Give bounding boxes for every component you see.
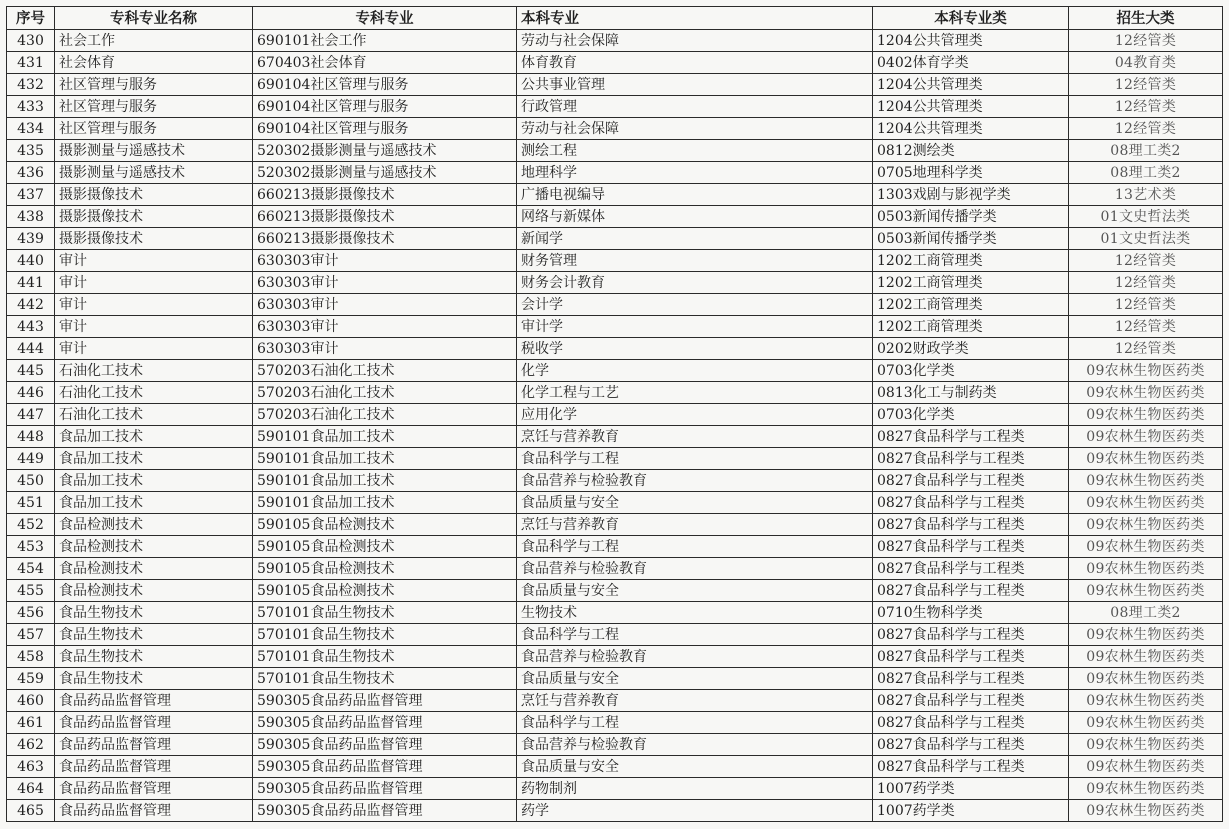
table-row: [7, 250, 1223, 272]
associate-major-name-cell: 社区管理与服务: [55, 96, 253, 118]
admission-category-cell: 12经管类: [1069, 74, 1223, 96]
table-row: [7, 624, 1223, 646]
bachelor-major-cell: 财务会计教育: [517, 272, 873, 294]
admission-category-cell: 04教育类: [1069, 52, 1223, 74]
admission-category-cell: 12经管类: [1069, 96, 1223, 118]
serial-number-cell: 453: [7, 536, 55, 558]
associate-major-cell: 630303审计: [253, 250, 517, 272]
associate-major-cell: 570101食品生物技术: [253, 602, 517, 624]
associate-major-name-cell: 社会工作: [55, 30, 253, 52]
associate-major-cell: 590101食品加工技术: [253, 470, 517, 492]
serial-number-cell: 447: [7, 404, 55, 426]
associate-major-name-cell: 食品生物技术: [55, 646, 253, 668]
associate-major-cell: 590305食品药品监督管理: [253, 690, 517, 712]
associate-major-name-cell: 社区管理与服务: [55, 74, 253, 96]
admission-category-cell: 12经管类: [1069, 294, 1223, 316]
serial-number-cell: 442: [7, 294, 55, 316]
bachelor-major-category-cell: 0827食品科学与工程类: [873, 448, 1069, 470]
serial-number-cell: 449: [7, 448, 55, 470]
bachelor-major-category-cell: 0827食品科学与工程类: [873, 734, 1069, 756]
table-row: [7, 316, 1223, 338]
bachelor-major-cell: 体育教育: [517, 52, 873, 74]
table-row: [7, 184, 1223, 206]
admission-category-cell: 09农林生物医药类: [1069, 690, 1223, 712]
associate-major-name-cell: 食品药品监督管理: [55, 756, 253, 778]
bachelor-major-cell: 食品营养与检验教育: [517, 558, 873, 580]
bachelor-major-category-cell: 0827食品科学与工程类: [873, 624, 1069, 646]
serial-number-cell: 434: [7, 118, 55, 140]
admission-category-cell: 09农林生物医药类: [1069, 734, 1223, 756]
serial-number-cell: 460: [7, 690, 55, 712]
bachelor-major-category-cell: 0827食品科学与工程类: [873, 492, 1069, 514]
associate-major-name-cell: 社会体育: [55, 52, 253, 74]
bachelor-major-category-cell: 0827食品科学与工程类: [873, 690, 1069, 712]
bachelor-major-category-cell: 1202工商管理类: [873, 294, 1069, 316]
serial-number-cell: 454: [7, 558, 55, 580]
admission-category-cell: 12经管类: [1069, 272, 1223, 294]
table-row: [7, 338, 1223, 360]
associate-major-cell: 660213摄影摄像技术: [253, 184, 517, 206]
table-row: [7, 206, 1223, 228]
associate-major-name-cell: 食品药品监督管理: [55, 800, 253, 822]
associate-major-cell: 690101社会工作: [253, 30, 517, 52]
bachelor-major-category-cell: 1007药学类: [873, 800, 1069, 822]
bachelor-major-category-cell: 0827食品科学与工程类: [873, 536, 1069, 558]
admission-category-cell: 12经管类: [1069, 250, 1223, 272]
bachelor-major-category-cell: 0503新闻传播学类: [873, 206, 1069, 228]
admission-category-cell: 09农林生物医药类: [1069, 668, 1223, 690]
serial-number-cell: 450: [7, 470, 55, 492]
associate-major-name-cell: 审计: [55, 272, 253, 294]
associate-major-cell: 590305食品药品监督管理: [253, 712, 517, 734]
associate-major-name-cell: 摄影摄像技术: [55, 206, 253, 228]
admission-category-cell: 09农林生物医药类: [1069, 646, 1223, 668]
associate-major-cell: 590305食品药品监督管理: [253, 800, 517, 822]
associate-major-name-cell: 食品加工技术: [55, 426, 253, 448]
bachelor-major-category-cell: 0827食品科学与工程类: [873, 426, 1069, 448]
bachelor-major-cell: 烹饪与营养教育: [517, 426, 873, 448]
admission-category-cell: 12经管类: [1069, 316, 1223, 338]
bachelor-major-category-cell: 1204公共管理类: [873, 96, 1069, 118]
serial-number-cell: 464: [7, 778, 55, 800]
table-row: [7, 558, 1223, 580]
bachelor-major-category-cell: 0827食品科学与工程类: [873, 514, 1069, 536]
table-row: [7, 514, 1223, 536]
bachelor-major-cell: 食品质量与安全: [517, 580, 873, 602]
associate-major-name-cell: 食品药品监督管理: [55, 778, 253, 800]
admission-category-cell: 12经管类: [1069, 338, 1223, 360]
header-associate-major: 专科专业: [253, 7, 517, 30]
associate-major-cell: 660213摄影摄像技术: [253, 228, 517, 250]
bachelor-major-category-cell: 0827食品科学与工程类: [873, 668, 1069, 690]
serial-number-cell: 463: [7, 756, 55, 778]
table-row: [7, 382, 1223, 404]
admission-category-cell: 09农林生物医药类: [1069, 470, 1223, 492]
serial-number-cell: 448: [7, 426, 55, 448]
associate-major-cell: 520302摄影测量与遥感技术: [253, 162, 517, 184]
bachelor-major-category-cell: 1204公共管理类: [873, 74, 1069, 96]
bachelor-major-category-cell: 1303戏剧与影视学类: [873, 184, 1069, 206]
bachelor-major-cell: 食品科学与工程: [517, 624, 873, 646]
serial-number-cell: 459: [7, 668, 55, 690]
bachelor-major-cell: 食品质量与安全: [517, 668, 873, 690]
associate-major-cell: 590305食品药品监督管理: [253, 734, 517, 756]
serial-number-cell: 441: [7, 272, 55, 294]
serial-number-cell: 440: [7, 250, 55, 272]
admission-category-cell: 09农林生物医药类: [1069, 756, 1223, 778]
admission-category-cell: 12经管类: [1069, 118, 1223, 140]
serial-number-cell: 436: [7, 162, 55, 184]
bachelor-major-category-cell: 0827食品科学与工程类: [873, 558, 1069, 580]
bachelor-major-category-cell: 0705地理科学类: [873, 162, 1069, 184]
bachelor-major-cell: 食品营养与检验教育: [517, 734, 873, 756]
bachelor-major-cell: 劳动与社会保障: [517, 30, 873, 52]
table-row: [7, 294, 1223, 316]
admission-category-cell: 09农林生物医药类: [1069, 360, 1223, 382]
table-row: [7, 426, 1223, 448]
bachelor-major-category-cell: 1204公共管理类: [873, 118, 1069, 140]
table-row: [7, 690, 1223, 712]
associate-major-cell: 690104社区管理与服务: [253, 118, 517, 140]
bachelor-major-cell: 劳动与社会保障: [517, 118, 873, 140]
associate-major-cell: 590305食品药品监督管理: [253, 756, 517, 778]
associate-major-name-cell: 石油化工技术: [55, 382, 253, 404]
associate-major-cell: 630303审计: [253, 272, 517, 294]
serial-number-cell: 457: [7, 624, 55, 646]
serial-number-cell: 444: [7, 338, 55, 360]
serial-number-cell: 439: [7, 228, 55, 250]
table-row: [7, 602, 1223, 624]
associate-major-cell: 570203石油化工技术: [253, 360, 517, 382]
document-sheet: [6, 6, 1222, 818]
table-row: [7, 404, 1223, 426]
bachelor-major-cell: 食品科学与工程: [517, 536, 873, 558]
associate-major-name-cell: 食品药品监督管理: [55, 690, 253, 712]
admission-category-cell: 09农林生物医药类: [1069, 624, 1223, 646]
table-row: [7, 536, 1223, 558]
bachelor-major-cell: 食品科学与工程: [517, 448, 873, 470]
bachelor-major-cell: 广播电视编导: [517, 184, 873, 206]
admission-category-cell: 09农林生物医药类: [1069, 536, 1223, 558]
bachelor-major-cell: 食品营养与检验教育: [517, 470, 873, 492]
bachelor-major-category-cell: 1202工商管理类: [873, 316, 1069, 338]
bachelor-major-category-cell: 0827食品科学与工程类: [873, 646, 1069, 668]
associate-major-cell: 590105食品检测技术: [253, 558, 517, 580]
associate-major-cell: 590305食品药品监督管理: [253, 778, 517, 800]
bachelor-major-cell: 审计学: [517, 316, 873, 338]
bachelor-major-cell: 财务管理: [517, 250, 873, 272]
table-row: [7, 52, 1223, 74]
associate-major-name-cell: 审计: [55, 338, 253, 360]
serial-number-cell: 452: [7, 514, 55, 536]
associate-major-cell: 570203石油化工技术: [253, 404, 517, 426]
bachelor-major-cell: 行政管理: [517, 96, 873, 118]
bachelor-major-category-cell: 0710生物科学类: [873, 602, 1069, 624]
table-row: [7, 96, 1223, 118]
admission-category-cell: 09农林生物医药类: [1069, 382, 1223, 404]
serial-number-cell: 443: [7, 316, 55, 338]
admission-category-cell: 09农林生物医药类: [1069, 558, 1223, 580]
table-row: [7, 800, 1223, 822]
bachelor-major-category-cell: 0703化学类: [873, 404, 1069, 426]
associate-major-cell: 630303审计: [253, 294, 517, 316]
associate-major-name-cell: 食品检测技术: [55, 580, 253, 602]
serial-number-cell: 461: [7, 712, 55, 734]
associate-major-name-cell: 社区管理与服务: [55, 118, 253, 140]
serial-number-cell: 438: [7, 206, 55, 228]
bachelor-major-category-cell: 0202财政学类: [873, 338, 1069, 360]
admission-category-cell: 01文史哲法类: [1069, 206, 1223, 228]
associate-major-name-cell: 食品生物技术: [55, 668, 253, 690]
table-row: [7, 74, 1223, 96]
admission-category-cell: 13艺术类: [1069, 184, 1223, 206]
associate-major-cell: 590105食品检测技术: [253, 514, 517, 536]
admission-category-cell: 09农林生物医药类: [1069, 404, 1223, 426]
table-row: [7, 712, 1223, 734]
bachelor-major-category-cell: 0402体育学类: [873, 52, 1069, 74]
associate-major-cell: 590101食品加工技术: [253, 448, 517, 470]
table-row: [7, 492, 1223, 514]
table-row: [7, 756, 1223, 778]
associate-major-name-cell: 食品药品监督管理: [55, 734, 253, 756]
serial-number-cell: 445: [7, 360, 55, 382]
serial-number-cell: 458: [7, 646, 55, 668]
table-row: [7, 272, 1223, 294]
admission-category-cell: 09农林生物医药类: [1069, 426, 1223, 448]
associate-major-cell: 590101食品加工技术: [253, 492, 517, 514]
admission-category-cell: 08理工类2: [1069, 602, 1223, 624]
table-header: [7, 7, 1223, 30]
associate-major-name-cell: 摄影测量与遥感技术: [55, 140, 253, 162]
table-row: [7, 140, 1223, 162]
associate-major-name-cell: 食品生物技术: [55, 602, 253, 624]
serial-number-cell: 456: [7, 602, 55, 624]
serial-number-cell: 455: [7, 580, 55, 602]
associate-major-cell: 690104社区管理与服务: [253, 74, 517, 96]
table-row: [7, 646, 1223, 668]
serial-number-cell: 430: [7, 30, 55, 52]
bachelor-major-cell: 化学工程与工艺: [517, 382, 873, 404]
header-bachelor-major-category: 本科专业类: [873, 7, 1069, 30]
associate-major-name-cell: 摄影测量与遥感技术: [55, 162, 253, 184]
associate-major-name-cell: 摄影摄像技术: [55, 184, 253, 206]
associate-major-cell: 590101食品加工技术: [253, 426, 517, 448]
admission-category-cell: 09农林生物医药类: [1069, 514, 1223, 536]
associate-major-name-cell: 食品检测技术: [55, 558, 253, 580]
admission-category-cell: 08理工类2: [1069, 162, 1223, 184]
serial-number-cell: 462: [7, 734, 55, 756]
bachelor-major-category-cell: 1007药学类: [873, 778, 1069, 800]
bachelor-major-cell: 生物技术: [517, 602, 873, 624]
table-row: [7, 162, 1223, 184]
table-row: [7, 360, 1223, 382]
serial-number-cell: 431: [7, 52, 55, 74]
serial-number-cell: 446: [7, 382, 55, 404]
associate-major-cell: 670403社会体育: [253, 52, 517, 74]
table-row: [7, 470, 1223, 492]
header-associate-major-name: 专科专业名称: [55, 7, 253, 30]
bachelor-major-category-cell: 0827食品科学与工程类: [873, 580, 1069, 602]
bachelor-major-cell: 应用化学: [517, 404, 873, 426]
bachelor-major-cell: 新闻学: [517, 228, 873, 250]
bachelor-major-cell: 药学: [517, 800, 873, 822]
bachelor-major-category-cell: 0827食品科学与工程类: [873, 756, 1069, 778]
associate-major-cell: 690104社区管理与服务: [253, 96, 517, 118]
serial-number-cell: 433: [7, 96, 55, 118]
associate-major-name-cell: 审计: [55, 250, 253, 272]
header-row: [7, 7, 1223, 30]
associate-major-name-cell: 食品加工技术: [55, 448, 253, 470]
associate-major-name-cell: 摄影摄像技术: [55, 228, 253, 250]
associate-major-cell: 570101食品生物技术: [253, 668, 517, 690]
table-body: [7, 30, 1223, 822]
associate-major-name-cell: 食品检测技术: [55, 514, 253, 536]
serial-number-cell: 432: [7, 74, 55, 96]
bachelor-major-category-cell: 0703化学类: [873, 360, 1069, 382]
associate-major-cell: 520302摄影测量与遥感技术: [253, 140, 517, 162]
serial-number-cell: 465: [7, 800, 55, 822]
bachelor-major-cell: 会计学: [517, 294, 873, 316]
bachelor-major-cell: 地理科学: [517, 162, 873, 184]
associate-major-cell: 660213摄影摄像技术: [253, 206, 517, 228]
table-row: [7, 118, 1223, 140]
admission-category-cell: 09农林生物医药类: [1069, 448, 1223, 470]
bachelor-major-category-cell: 1202工商管理类: [873, 272, 1069, 294]
table-row: [7, 668, 1223, 690]
header-serial-number: 序号: [7, 7, 55, 30]
bachelor-major-cell: 税收学: [517, 338, 873, 360]
bachelor-major-category-cell: 1204公共管理类: [873, 30, 1069, 52]
associate-major-name-cell: 食品加工技术: [55, 492, 253, 514]
bachelor-major-category-cell: 0813化工与制药类: [873, 382, 1069, 404]
table-row: [7, 228, 1223, 250]
bachelor-major-cell: 食品科学与工程: [517, 712, 873, 734]
associate-major-name-cell: 食品检测技术: [55, 536, 253, 558]
bachelor-major-cell: 烹饪与营养教育: [517, 514, 873, 536]
associate-major-name-cell: 食品生物技术: [55, 624, 253, 646]
bachelor-major-cell: 网络与新媒体: [517, 206, 873, 228]
bachelor-major-category-cell: 0827食品科学与工程类: [873, 470, 1069, 492]
admissions-mapping-table: [6, 6, 1223, 822]
admission-category-cell: 08理工类2: [1069, 140, 1223, 162]
admission-category-cell: 09农林生物医药类: [1069, 492, 1223, 514]
admission-category-cell: 01文史哲法类: [1069, 228, 1223, 250]
associate-major-cell: 630303审计: [253, 338, 517, 360]
bachelor-major-category-cell: 0812测绘类: [873, 140, 1069, 162]
associate-major-name-cell: 石油化工技术: [55, 404, 253, 426]
table-row: [7, 778, 1223, 800]
associate-major-name-cell: 石油化工技术: [55, 360, 253, 382]
admission-category-cell: 09农林生物医药类: [1069, 778, 1223, 800]
associate-major-cell: 590105食品检测技术: [253, 536, 517, 558]
table-row: [7, 30, 1223, 52]
associate-major-cell: 570203石油化工技术: [253, 382, 517, 404]
serial-number-cell: 451: [7, 492, 55, 514]
table-row: [7, 448, 1223, 470]
admission-category-cell: 09农林生物医药类: [1069, 712, 1223, 734]
bachelor-major-cell: 药物制剂: [517, 778, 873, 800]
associate-major-cell: 570101食品生物技术: [253, 624, 517, 646]
associate-major-cell: 570101食品生物技术: [253, 646, 517, 668]
associate-major-name-cell: 审计: [55, 316, 253, 338]
bachelor-major-cell: 化学: [517, 360, 873, 382]
associate-major-name-cell: 审计: [55, 294, 253, 316]
bachelor-major-category-cell: 0827食品科学与工程类: [873, 712, 1069, 734]
bachelor-major-category-cell: 1202工商管理类: [873, 250, 1069, 272]
admission-category-cell: 09农林生物医药类: [1069, 580, 1223, 602]
table-row: [7, 580, 1223, 602]
header-bachelor-major: 本科专业: [517, 7, 873, 30]
table-row: [7, 734, 1223, 756]
bachelor-major-category-cell: 0503新闻传播学类: [873, 228, 1069, 250]
admission-category-cell: 09农林生物医药类: [1069, 800, 1223, 822]
bachelor-major-cell: 食品质量与安全: [517, 492, 873, 514]
header-admission-category: 招生大类: [1069, 7, 1223, 30]
bachelor-major-cell: 烹饪与营养教育: [517, 690, 873, 712]
bachelor-major-cell: 食品营养与检验教育: [517, 646, 873, 668]
bachelor-major-cell: 公共事业管理: [517, 74, 873, 96]
associate-major-name-cell: 食品药品监督管理: [55, 712, 253, 734]
associate-major-cell: 630303审计: [253, 316, 517, 338]
serial-number-cell: 435: [7, 140, 55, 162]
admission-category-cell: 12经管类: [1069, 30, 1223, 52]
serial-number-cell: 437: [7, 184, 55, 206]
bachelor-major-cell: 食品质量与安全: [517, 756, 873, 778]
associate-major-cell: 590105食品检测技术: [253, 580, 517, 602]
associate-major-name-cell: 食品加工技术: [55, 470, 253, 492]
bachelor-major-cell: 测绘工程: [517, 140, 873, 162]
